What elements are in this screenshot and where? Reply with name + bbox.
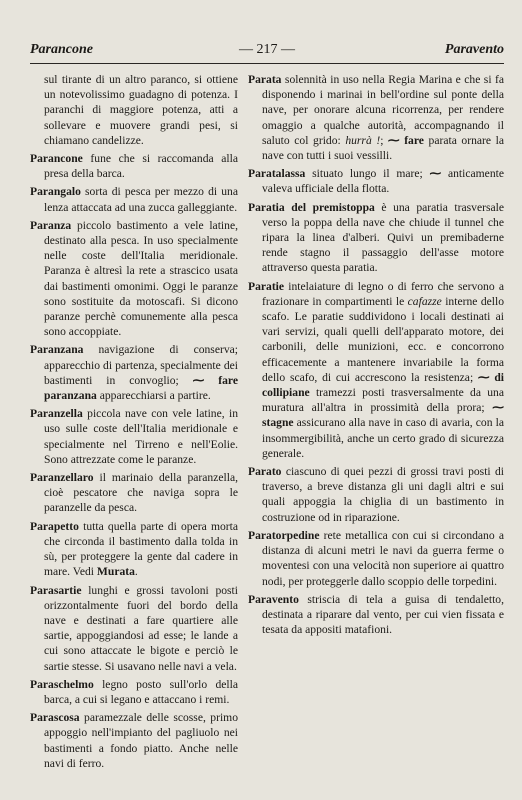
entry-term: Paranzella bbox=[30, 407, 83, 421]
entry-body: lunghi e grossi tavoloni posti orizzontalmente fuori del bordo della nave e destinati a fare quartiere alle sartie, appoggiandosi ad esse; le lande a cui sono attaccate le bigote e perciò le sartie stesse. Si usavano nelle navi a vela. bbox=[44, 583, 238, 673]
entry-italic: hurrà ! bbox=[345, 133, 381, 147]
entry-term: Parancone bbox=[30, 152, 83, 166]
entry-term: Paranza bbox=[30, 218, 72, 232]
entry-term: Paratalassa bbox=[248, 167, 306, 181]
tilde-marker: ⁓ bbox=[192, 373, 205, 387]
entry-body: intelaiature di legno o di ferro che servono a frazionare in compartimenti le bbox=[262, 279, 504, 308]
tilde-marker: ⁓ bbox=[492, 401, 504, 415]
entry-body: paramezzale delle scosse, primo appoggio nell'impianto del pagliuolo nei bastimenti a fondo piatto. Anche nelle navi di ferro. bbox=[44, 711, 238, 770]
tilde-marker: ⁓ bbox=[429, 167, 442, 181]
dictionary-entry bbox=[248, 528, 504, 589]
entry-body: anticamente valeva ufficiale della flotta. bbox=[262, 167, 504, 196]
header-last-word: Paravento bbox=[444, 42, 504, 57]
entry-body: ciascuno di quei pezzi di grossi travi posti di traverso, a breve distanza gli uni dagli altri e sui quali appoggia la chiglia di un bastimento in costruzione od in riparazione. bbox=[262, 465, 504, 524]
dictionary-entry bbox=[30, 184, 238, 214]
dictionary-entry bbox=[30, 151, 238, 181]
entry-body: tutta quella parte di opera morta che circonda il bastimento dalla tolda in sù, per proteggere la gente dal cadere in mare. Vedi bbox=[44, 519, 238, 579]
entry-term: Paranzana bbox=[30, 343, 84, 357]
dictionary-entry bbox=[30, 406, 238, 467]
entry-body: legno posto sull'orlo della barca, a cui si legano e attaccano i remi. bbox=[44, 677, 238, 706]
dictionary-entry bbox=[30, 519, 238, 580]
dictionary-entry bbox=[248, 279, 504, 461]
entry-term: Paravento bbox=[248, 592, 299, 606]
entry-term: Paraschelmo bbox=[30, 677, 94, 691]
header-first-word: Parancone bbox=[30, 42, 93, 57]
entry-italic: cafazze bbox=[407, 294, 442, 308]
entry-term: Parapetto bbox=[30, 519, 79, 533]
entry-body: parata ornare la nave con tutti i suoi vessilli. bbox=[262, 133, 504, 163]
entry-term: Parasartie bbox=[30, 583, 82, 597]
dictionary-entry bbox=[248, 166, 504, 196]
entry-body: rete metallica con cui si circondano a distanza di alcuni metri le navi da guerra ferme o moventesi con una velocità non superiore ai quattro nodi, per proteggerle dallo scoppio delle torpedini. bbox=[262, 528, 504, 588]
entry-term: Parangalo bbox=[30, 185, 81, 199]
dictionary-entry bbox=[30, 583, 238, 674]
entry-body: situato lungo il mare; bbox=[305, 167, 430, 181]
dictionary-entry bbox=[248, 72, 504, 163]
running-header bbox=[30, 42, 504, 62]
entry-body: tramezzi posti trasversalmente da una muratura all'altra in prossimità della prora; bbox=[262, 386, 504, 415]
entry-body: è una paratia trasversale verso la poppa della nave che chiude il tunnel che ripara la linea d'alberi. Quivi un premibaderne rende stagno il passaggio dell'asse motore attraverso questa paratia. bbox=[262, 200, 504, 275]
entry-term: Parata bbox=[248, 73, 282, 86]
entry-body: assicurano alla nave in caso di avaria, con la insommergibilità, anche un certo grado di sicurezza generale. bbox=[262, 416, 504, 460]
entry-subterm: stagne bbox=[262, 416, 294, 430]
entry-body: . bbox=[134, 565, 138, 579]
dictionary-entry bbox=[248, 464, 504, 525]
entry-subterm: fare bbox=[399, 133, 424, 147]
dictionary-entry bbox=[248, 200, 504, 276]
entry-body: striscia di tela a guisa di tendaletto, destinata a riparare dal vento, per cui vien fissata e tesata da appositi matafioni. bbox=[262, 592, 504, 637]
header-rule bbox=[30, 63, 504, 64]
entry-body: interne dello scafo. Le paratie suddividono i locali destinati ai vari servizi, quali quelli dell'apparato motore, dei carbonili, delle munizioni, ecc. e concorrono efficacemente a mantenere invariabile la forma dello scafo, di cui accrescono la resistenza; bbox=[262, 294, 505, 384]
entry-body: il marinaio della paranzella, cioè pescatore che naviga sopra le paranzelle da pesca. bbox=[44, 471, 238, 515]
entry-term: Paratie bbox=[248, 279, 285, 293]
dictionary-entry bbox=[248, 592, 504, 638]
dictionary-entry bbox=[30, 677, 238, 707]
left-column bbox=[30, 72, 238, 774]
dictionary-entry bbox=[30, 342, 238, 403]
right-column bbox=[248, 72, 504, 640]
entry-subterm: fare paranzana bbox=[44, 373, 239, 403]
dictionary-entry bbox=[30, 470, 238, 516]
tilde-marker: ⁓ bbox=[477, 370, 490, 384]
entry-body: apparecchiarsi a partire. bbox=[96, 389, 211, 403]
tilde-marker: ⁓ bbox=[388, 133, 400, 147]
entry-body: solennità in uso nella Regia Marina e che si fa disponendo i marinai in bell'ordine sul ponte della nave, per onorare alcuna ricorrenza, per rendere omaggio a qualche autorità, accompagnando il saluto col grido: bbox=[262, 73, 504, 147]
entry-subterm: di collipiane bbox=[262, 370, 504, 400]
entry-term: Paratia del premistoppa bbox=[248, 200, 375, 214]
entry-subterm: Murata bbox=[96, 565, 135, 579]
entry-term: Parato bbox=[248, 465, 282, 479]
entry-body: ; bbox=[380, 133, 389, 147]
entry-body: piccolo bastimento a vele latine, destinato alla pesca. In uso specialmente nelle coste dell'Italia meridionale. Paranza è altresì la rete a strascico usata dai bastimenti omonimi. Oggi le paranze sono sostituite da motoscafi. Si dicono paranze perchè comunemente alla pesca sono accoppiate. bbox=[44, 218, 238, 339]
entry-body: sorta di pesca per mezzo di una lenza attaccata ad una zucca galleggiante. bbox=[44, 185, 238, 214]
entry-term: Parascosa bbox=[30, 711, 80, 725]
dictionary-entry bbox=[30, 72, 238, 148]
entry-body: piccola nave con vele latine, in uso sulle coste dell'Italia meridionale e specialmente nel Tirreno e nell'Eolie. Sono attrezzate come le paranze. bbox=[44, 407, 238, 466]
dictionary-entry bbox=[30, 218, 238, 340]
entry-term: Paranzellaro bbox=[30, 471, 94, 485]
entry-body: sul tirante di un altro paranco, si ottiene un notevolissimo guadagno di potenza. I paranchi di maggiore potenza, atti a sollevare e muovere grandi pesi, si chiamano candelizze. bbox=[44, 73, 238, 147]
entry-term: Paratorpedine bbox=[248, 528, 320, 542]
entry-body: navigazione di conserva; apparecchio di partenza, specialmente dei bastimenti in convoglio; bbox=[44, 343, 238, 387]
page-number: — 217 — bbox=[239, 42, 295, 57]
dictionary-entry bbox=[30, 710, 238, 771]
entry-body: fune che si raccomanda alla presa della barca. bbox=[44, 152, 238, 181]
